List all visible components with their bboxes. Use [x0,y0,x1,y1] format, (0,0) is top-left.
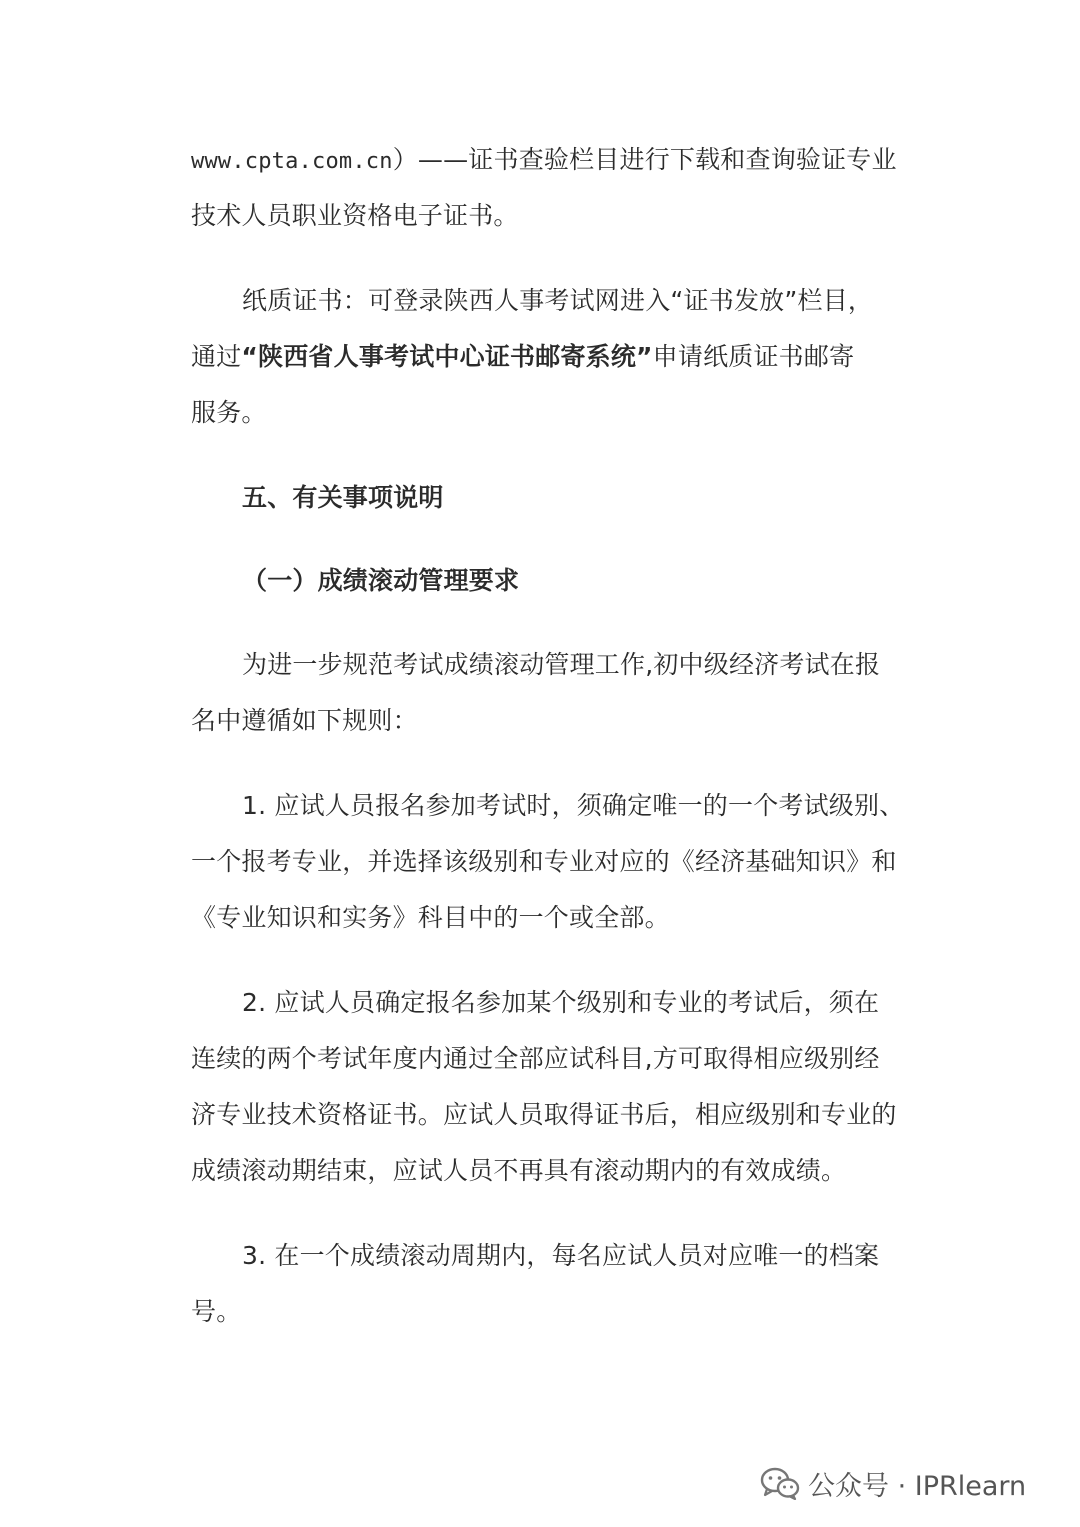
watermark-text: 公众号 · IPRlearn [808,1470,1027,1502]
rule-line: 3. 在一个成绩滚动周期内，每名应试人员对应唯一的档案 [242,1241,880,1270]
paragraph-text: ）——证书查验栏目进行下载和查询验证专业 [392,145,897,174]
rule-line: 一个报考专业，并选择该级别和专业对应的《经济基础知识》和 [191,847,897,876]
paragraph-text: 通过 [191,342,242,371]
url-text: www.cpta.com.cn [191,149,393,174]
rule-line: 《专业知识和实务》科目中的一个或全部。 [191,903,670,932]
paragraph-line: 为进一步规范考试成绩滚动管理工作,初中级经济考试在报 [242,650,881,679]
section-heading: 五、有关事项说明 [242,483,444,512]
watermark [760,1463,1026,1503]
paragraph-text: 申请纸质证书邮寄 [652,342,855,371]
paragraph-line: 技术人员职业资格电子证书。 [191,201,519,230]
rule-line: 2. 应试人员确定报名参加某个级别和专业的考试后，须在 [242,988,880,1017]
rule-line: 号。 [191,1297,242,1326]
paragraph-line [191,143,911,179]
paragraph-line: 名中遵循如下规则： [191,706,418,735]
subsection-heading: （一）成绩滚动管理要求 [242,566,520,595]
paragraph-line: 服务。 [191,398,267,427]
paragraph-line: 纸质证书：可登录陕西人事考试网进入“证书发放”栏目， [242,286,874,315]
paragraph-line [191,340,911,374]
wechat-icon [760,1466,800,1500]
rule-line: 连续的两个考试年度内通过全部应试科目,方可取得相应级别经 [191,1044,880,1073]
rule-line: 1. 应试人员报名参加考试时，须确定唯一的一个考试级别、 [242,791,905,820]
system-name-emphasis: “陕西省人事考试中心证书邮寄系统” [241,342,653,371]
rule-line: 成绩滚动期结束，应试人员不再具有滚动期内的有效成绩。 [191,1156,847,1185]
rule-line: 济专业技术资格证书。应试人员取得证书后，相应级别和专业的 [191,1100,897,1129]
